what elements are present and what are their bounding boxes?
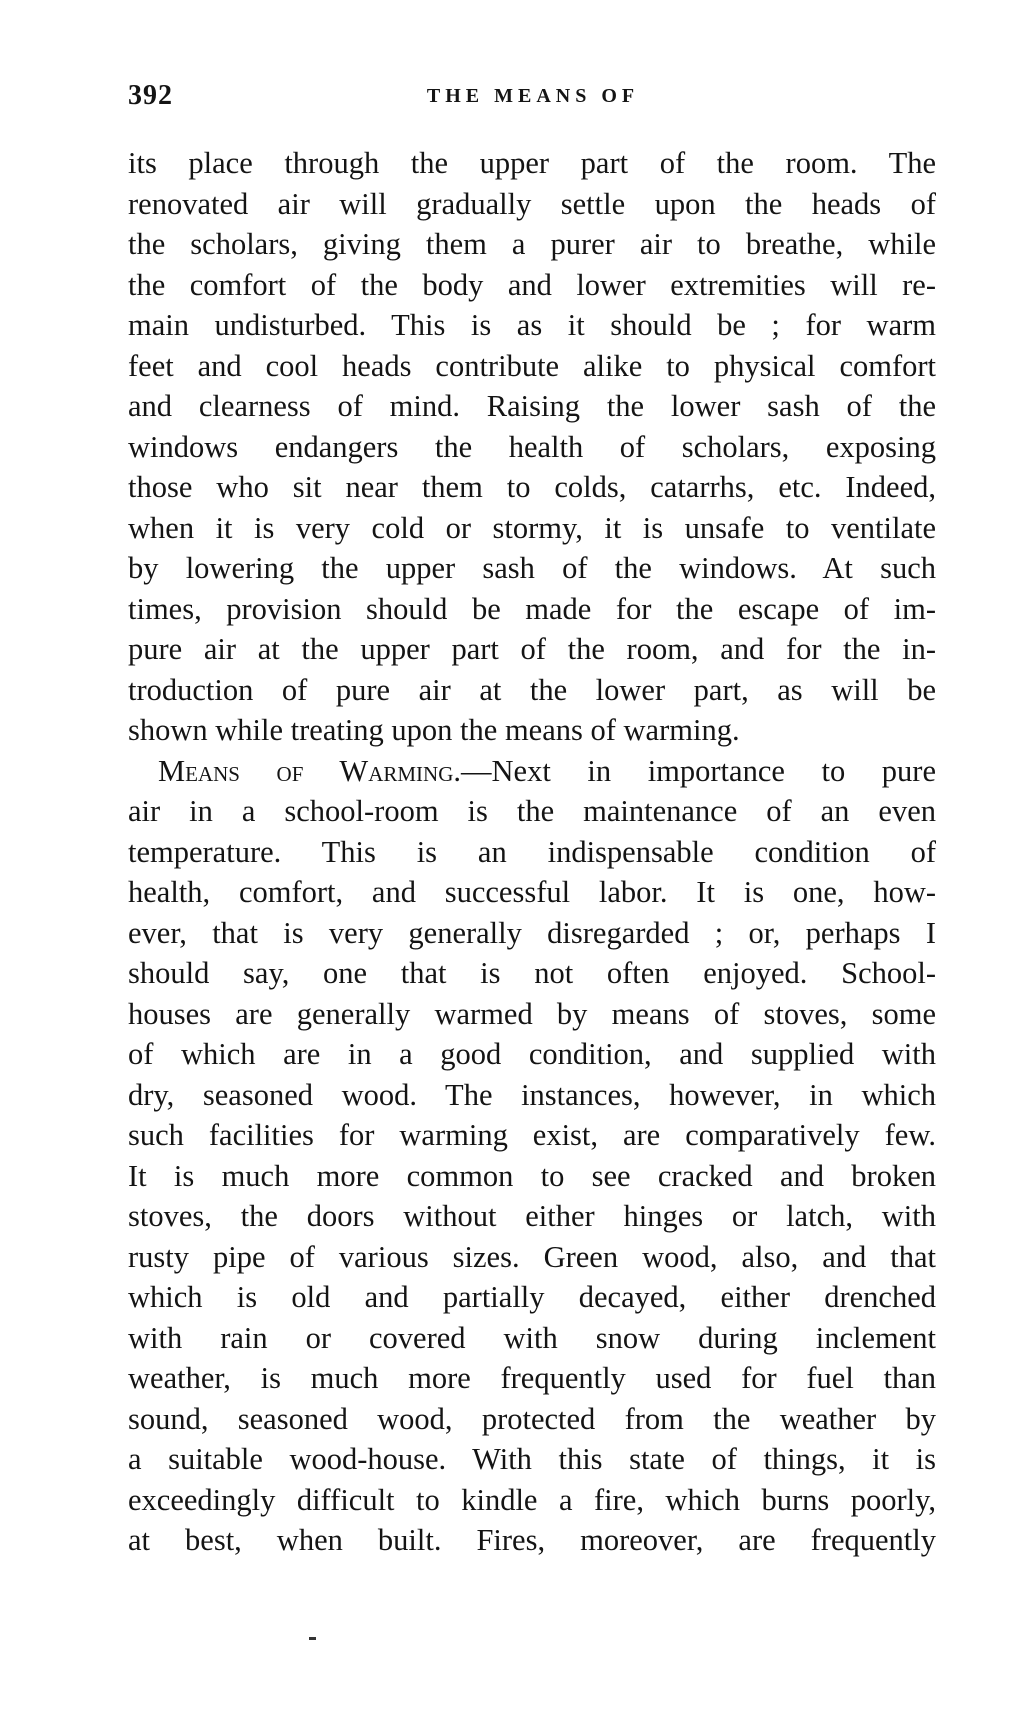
text-line: of which are in a good condition, and supplied with <box>128 1037 936 1071</box>
running-head: THE MEANS OF <box>426 85 640 107</box>
section-heading: Means of Warming. <box>158 753 462 788</box>
text-line: those who sit near them to colds, catarrhs, etc. Indeed, <box>128 470 936 504</box>
text-line: ever, that is very generally disregarded ; or, perhaps I <box>128 915 936 950</box>
text-line: shown while treating upon the means of warming. <box>128 713 740 747</box>
text-line: the comfort of the body and lower extremities will re- <box>128 267 936 302</box>
text-line: pure air at the upper part of the room, and for the in- <box>128 632 936 666</box>
text-line: troduction of pure air at the lower part, as will be <box>128 672 936 707</box>
text-line: main undisturbed. This is as it should be ; for warm <box>128 308 936 342</box>
page-number: 392 <box>128 80 173 111</box>
text-line: temperature. This is an indispensable condition of <box>128 834 936 869</box>
text-line: health, comfort, and successful labor. It is one, how- <box>128 875 936 909</box>
text-line: windows endangers the health of scholars, exposing <box>128 429 936 464</box>
body-text <box>128 143 936 1561</box>
text-line: should say, one that is not often enjoyed. School- <box>128 956 936 990</box>
text-line: dry, seasoned wood. The instances, however, in which <box>128 1077 936 1112</box>
text-line: sound, seasoned wood, protected from the weather by <box>128 1401 936 1436</box>
text-line: when it is very cold or stormy, it is unsafe to ventilate <box>128 510 936 545</box>
text-fragment: —Next in importance to pure <box>461 753 936 788</box>
text-line: renovated air will gradually settle upon the heads of <box>128 186 936 221</box>
paragraph-first-line <box>128 751 936 792</box>
page-header <box>128 80 938 120</box>
text-line: houses are generally warmed by means of stoves, some <box>128 996 936 1031</box>
text-line: by lowering the upper sash of the windows. At such <box>128 551 936 585</box>
text-line: at best, when built. Fires, moreover, are frequently <box>128 1523 936 1557</box>
text-line: which is old and partially decayed, either drenched <box>128 1280 936 1314</box>
text-line: rusty pipe of various sizes. Green wood, also, and that <box>128 1239 936 1274</box>
paragraph-ventilation <box>128 143 936 751</box>
footer-mark <box>309 1637 316 1640</box>
text-line: stoves, the doors without either hinges or latch, with <box>128 1199 936 1233</box>
text-line: its place through the upper part of the room. The <box>128 146 936 180</box>
text-line: and clearness of mind. Raising the lower sash of the <box>128 389 936 423</box>
text-line: feet and cool heads contribute alike to physical comfort <box>128 348 936 383</box>
text-line: the scholars, giving them a purer air to breathe, while <box>128 227 936 261</box>
text-line: weather, is much more frequently used for fuel than <box>128 1361 936 1395</box>
text-line: such facilities for warming exist, are comparatively few. <box>128 1118 936 1152</box>
paragraph-means-of-warming <box>128 751 936 1561</box>
text-line: with rain or covered with snow during inclement <box>128 1320 936 1355</box>
text-line: a suitable wood-house. With this state of things, it is <box>128 1442 936 1476</box>
text-line: It is much more common to see cracked and broken <box>128 1158 936 1193</box>
text-line: times, provision should be made for the escape of im- <box>128 591 936 626</box>
text-line: exceedingly difficult to kindle a fire, which burns poorly, <box>128 1482 936 1517</box>
text-line: air in a school-room is the maintenance of an even <box>128 794 936 828</box>
